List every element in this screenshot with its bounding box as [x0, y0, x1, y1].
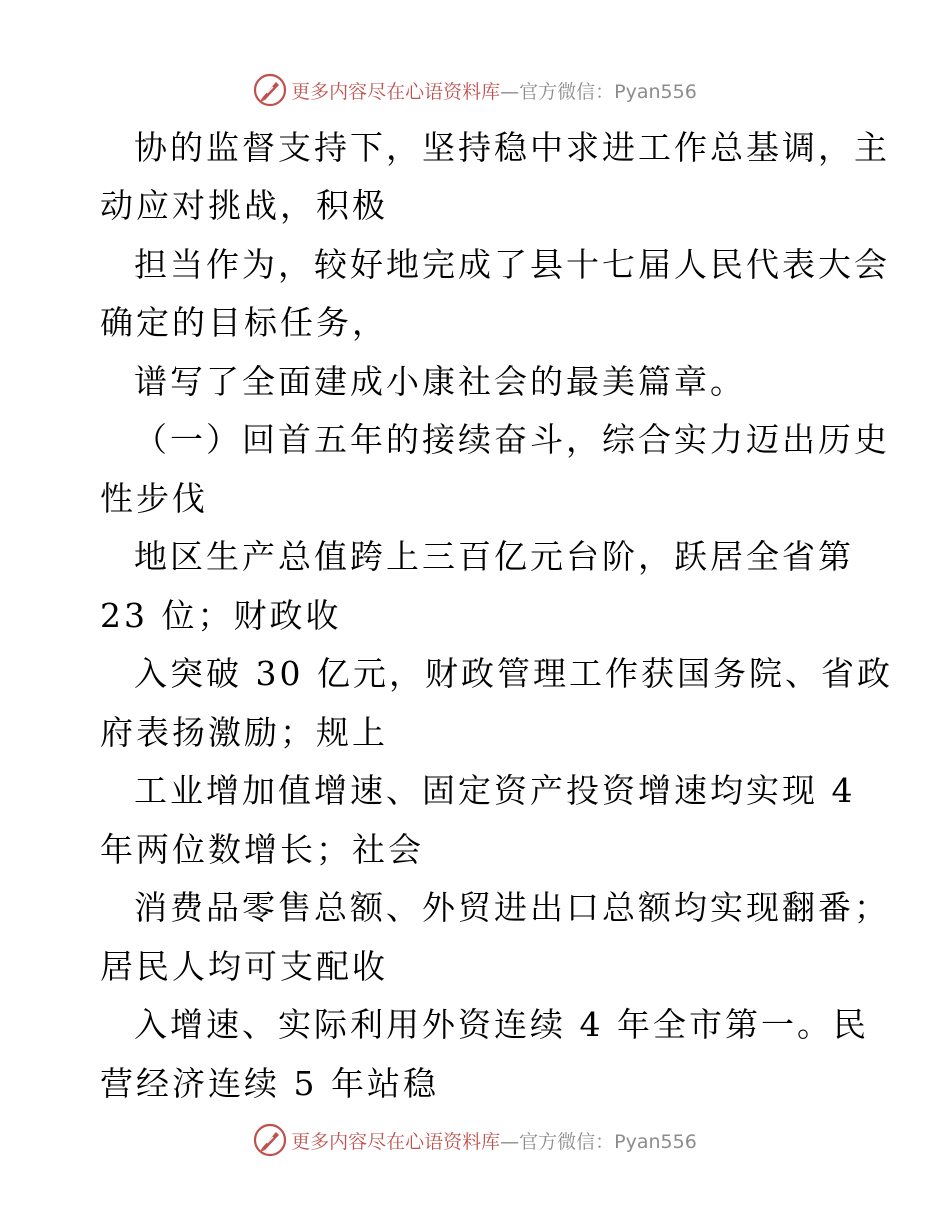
body-line: 营经济连续 5 年站稳: [100, 1064, 439, 1103]
body-line: 地区生产总值跨上三百亿元台阶，跃居全省第: [134, 537, 854, 576]
body-line: 府表扬激励；规上: [100, 713, 388, 752]
body-line: 动应对挑战，积极: [100, 186, 388, 225]
watermark-brand: 更多内容尽在心语资料库: [291, 1130, 501, 1153]
body-line: 消费品零售总额、外贸进出口总额均实现翻番；: [134, 888, 890, 927]
body-line: 谱写了全面建成小康社会的最美篇章。: [134, 362, 746, 401]
quill-pen-icon: [253, 1123, 287, 1157]
body-line: 工业增加值增速、固定资产投资增速均实现 4: [134, 771, 856, 810]
watermark-wechat: 官方微信：Pyan556: [519, 1130, 697, 1153]
section-heading: （一）回首五年的接续奋斗，综合实力迈出历史: [134, 420, 890, 459]
body-line: 居民人均可支配收: [100, 947, 388, 986]
body-line: 入突破 30 亿元，财政管理工作获国务院、省政: [134, 654, 893, 693]
header-watermark: [0, 70, 950, 110]
watermark-dash: —: [500, 80, 520, 103]
body-line: 协的监督支持下，坚持稳中求进工作总基调，主: [134, 128, 890, 167]
body-line: 确定的目标任务，: [100, 303, 388, 342]
watermark-wechat: 官方微信：Pyan556: [519, 80, 697, 103]
quill-pen-icon: [253, 73, 287, 107]
watermark-brand: 更多内容尽在心语资料库: [291, 80, 501, 103]
watermark-dash: —: [500, 1130, 520, 1153]
watermark-text: [291, 77, 697, 104]
body-line: 入增速、实际利用外资连续 4 年全市第一。民: [134, 1005, 869, 1044]
footer-watermark: [0, 1120, 950, 1160]
body-line: 年两位数增长；社会: [100, 830, 424, 869]
watermark-text: [291, 1127, 697, 1154]
body-line: 担当作为，较好地完成了县十七届人民代表大会: [134, 245, 890, 284]
body-line: 23 位；财政收: [100, 596, 342, 635]
body-line: 性步伐: [100, 479, 208, 518]
